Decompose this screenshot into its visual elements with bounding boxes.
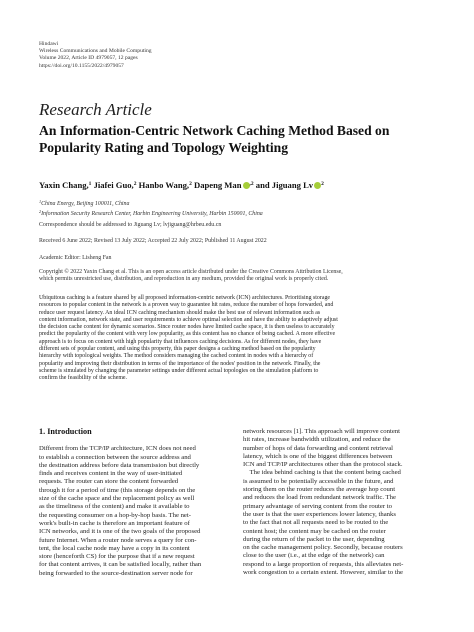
academic-editor: Academic Editor: Lisheng Fan [39, 255, 112, 261]
affiliation-1: $^1$China Energy, Beijing 100011, China [39, 199, 130, 207]
affiliation-2: $^2$Information Security Research Center, Harbin Engineering University, Harbin 150001, China [39, 209, 263, 218]
author-1: Yaxin Chang,$^1$ [39, 180, 92, 190]
author-4: Dapeng Man $^{,2}$ [193, 180, 254, 190]
journal-masthead [39, 41, 152, 70]
body-column-right: network resources [1]. This approach will improve content hit rates, increase bandwidth utilization, and reduce the number of hops of data forwarding and content retrieval latency, which is one of the biggest differences between ICN and TCP/IP architectures other than the protocol stack. The idea behind caching is that the content being cached is assumed to be potentially accessible in the future, and storing them on the router reduces the average hop count and reduces the load from redundant network traffic. The primary advantage of serving content from the router to the user is that the user experiences lower latency, thanks to the fact that not all requests need to be routed to the content host; the content may be cached on the router during the return of the packet to the user, depending on the cache management policy. Secondly, because routers close to the user (i.e., at the edge of the network) can respond to a large proportion of requests, this alleviates net- work congestion to a certain extent. However, similar to the [243, 428, 404, 577]
author-2: Jiafei Guo,$^2$ [93, 180, 137, 190]
masthead-publisher: Hindawi [39, 41, 59, 47]
affiliations [39, 198, 263, 219]
masthead-doi-link[interactable]: https://doi.org/10.1155/2022/4979057 [39, 62, 124, 69]
publication-dates: Received 6 June 2022; Revised 13 July 2022; Accepted 22 July 2022; Published 11 August 2022 [39, 238, 267, 244]
masthead-journal: Wireless Communications and Mobile Computing [39, 48, 152, 55]
author-3: Hanbo Wang,$^2$ [138, 180, 192, 190]
author-list [39, 180, 324, 190]
section-heading: 1. Introduction [39, 427, 92, 436]
abstract: Ubiquitous caching is a feature shared by all proposed information-centric network (ICN) architectures. Prioritising storage resources to popular content in the network is a proven way to guarantee hit rates, reduce the number of hops forwarded, and reduce user request latency. An ideal ICN caching mechanism should make the best use of relevant information such as content information, network state, and user requirements to achieve optimal selection and have the ability to adaptively adjust the decision cache content for dynamic scenarios. Since router nodes have limited cache space, it is then useless to accurately predict the popularity of the content with very low popularity, as this content has no chance of being cached. A more effective approach is to focus on content with high popularity that influences caching decisions. As for different nodes, they have different sets of popular content, and using this property, this paper designs a caching method based on the popularity hierarchy with topological weights. The method considers managing the cached content in nodes with a hierarchy of popularity and improving their distribution in terms of the importance of the nodes' position in the network. Finally, the scheme is simulated by changing the parameter settings under different actual topologies on the simulation platform to confirm the feasibility of the scheme. [39, 295, 338, 382]
paper-title: An Information-Centric Network Caching Method Based on Popularity Rating and Topology Weighting [39, 123, 390, 155]
correspondence: Correspondence should be addressed to Jiguang Lv; lvjiguang@hrbeu.edu.cn [39, 222, 222, 228]
copyright-notice: Copyright © 2022 Yaxin Chang et al. This is an open access article distributed under the Creative Commons Attribution License, which permits unrestricted use, distribution, and reproduction in any medium, provided the original work is properly cited. [39, 269, 343, 283]
author-5: and Jiguang Lv $^2$ [255, 180, 324, 190]
masthead-volume: Volume 2022, Article ID 4979057, 12 pages [39, 55, 138, 62]
body-column-left: 1. Introduction Different from the TCP/IP architecture, ICN does not need to establish a connection between the source address and the destination address before data transmission but directly finds and receives content in the way of user-initiated requests. The router can store the content forwarded through it for a period of time (this storage depends on the size of the cache space and the replacement policy as well as the timeliness of the content) and make it available to the requesting consumer on a hop-by-hop basis. The net- work's built-in cache is therefore an important feature of ICN networks, and it is one of the two goals of the proposed future Internet. When a router node serves a query for con- tent, the local cache node may have a copy in its content store (henceforth CS) for the purpose that if a new request for that content arrives, it can be satisfied locally, rather than being forwarded to the source-destination server node for [39, 428, 238, 578]
orcid-icon[interactable] [243, 182, 250, 189]
article-type: Research Article [39, 100, 152, 119]
